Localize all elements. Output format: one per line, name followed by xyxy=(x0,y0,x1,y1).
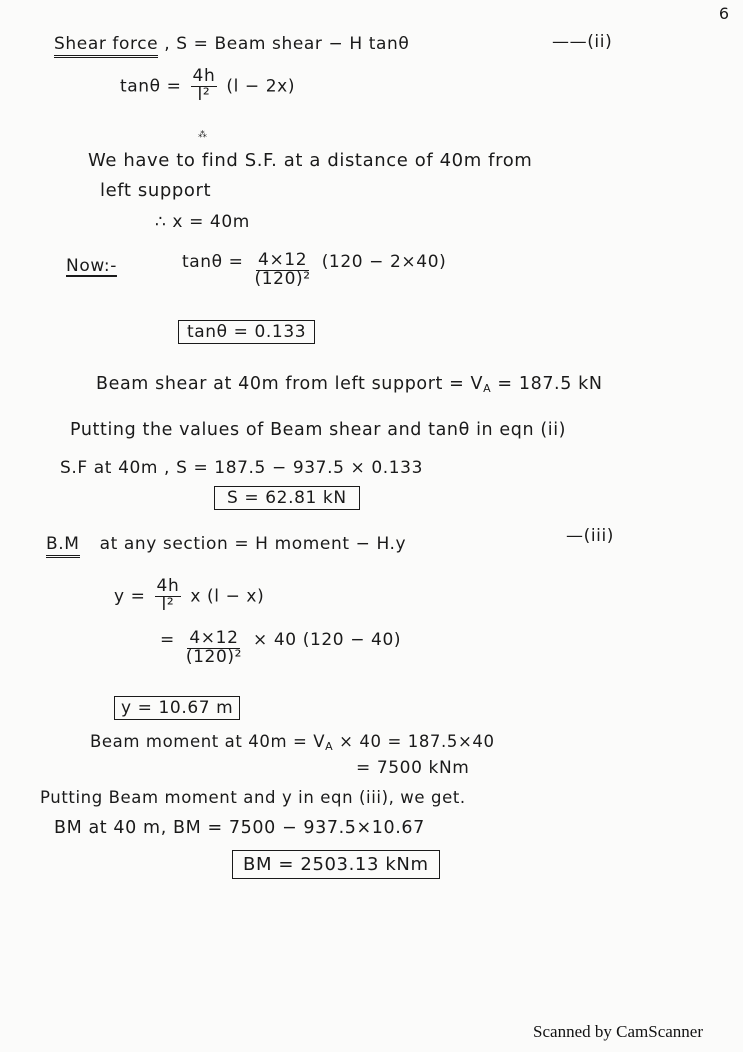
scribble-mark: ⁂ xyxy=(198,130,207,140)
bm-result xyxy=(232,850,440,879)
denominator: (120)² xyxy=(185,646,243,667)
now-lhs: tanθ = xyxy=(182,252,244,272)
boxed-result: S = 62.81 kN xyxy=(214,486,360,510)
y2-rhs: × 40 (120 − 40) xyxy=(253,630,402,650)
boxed-result: BM = 2503.13 kNm xyxy=(232,850,440,879)
denominator: (120)² xyxy=(254,268,311,289)
now-label xyxy=(66,256,117,276)
subscript: A xyxy=(325,740,334,753)
boxed-result: y = 10.67 m xyxy=(114,696,240,720)
x-value: ∴ x = 40m xyxy=(155,212,250,232)
putting-beam-moment-statement: Putting Beam moment and y in eqn (iii), we get. xyxy=(40,788,466,807)
y-substitution xyxy=(160,630,401,667)
shear-force-equation xyxy=(54,34,409,54)
subscript: A xyxy=(483,382,492,395)
beam-moment-value: × 40 = 187.5×40 xyxy=(333,732,495,751)
denominator: l² xyxy=(161,594,175,615)
numerator: 4h xyxy=(192,66,216,86)
fraction xyxy=(253,252,313,289)
tan-theta-formula xyxy=(120,68,295,105)
denominator: l² xyxy=(197,84,211,105)
y-result xyxy=(114,696,240,720)
numerator: 4×12 xyxy=(189,628,239,648)
beam-shear-text: Beam shear at 40m from left support = V xyxy=(96,374,484,394)
fraction xyxy=(191,68,218,105)
fraction xyxy=(155,578,182,615)
beam-shear-statement xyxy=(96,374,603,395)
sf-calculation: S.F at 40m , S = 187.5 − 937.5 × 0.133 xyxy=(60,458,424,478)
y2-lhs: = xyxy=(160,630,175,650)
shear-force-formula: , S = Beam shear − H tanθ xyxy=(164,34,410,54)
find-statement-line2: left support xyxy=(100,180,212,201)
page-number: 6 xyxy=(718,4,729,23)
find-statement-line1: We have to find S.F. at a distance of 40m from xyxy=(88,150,533,171)
sf-result xyxy=(214,486,360,510)
shear-force-heading: Shear force xyxy=(54,34,158,58)
now-rhs: (120 − 2×40) xyxy=(321,252,447,272)
tan-lhs: tanθ = xyxy=(120,76,182,97)
beam-moment-statement xyxy=(90,732,495,753)
bm-formula: at any section = H moment − H.y xyxy=(99,534,407,554)
equation-tag-ii: ——(ii) xyxy=(552,32,613,52)
fraction xyxy=(184,630,244,667)
numerator: 4×12 xyxy=(258,250,308,270)
equation-tag-iii: —(iii) xyxy=(566,526,615,546)
beam-moment-text: Beam moment at 40m = V xyxy=(90,732,326,751)
bm-calculation: BM at 40 m, BM = 7500 − 937.5×10.67 xyxy=(54,818,425,838)
numerator: 4h xyxy=(156,576,180,596)
camscanner-watermark: Scanned by CamScanner xyxy=(533,1022,703,1041)
tan-substitution xyxy=(182,252,446,289)
boxed-result: tanθ = 0.133 xyxy=(178,320,315,344)
now-heading: Now:- xyxy=(66,256,117,276)
putting-values-statement: Putting the values of Beam shear and tanθ in eqn (ii) xyxy=(70,420,567,440)
tan-rhs: (l − 2x) xyxy=(226,76,296,97)
bm-equation xyxy=(46,534,406,554)
beam-shear-value: = 187.5 kN xyxy=(491,374,603,394)
bm-heading: B.M xyxy=(46,534,80,558)
beam-moment-result: = 7500 kNm xyxy=(356,758,470,778)
y-formula xyxy=(114,578,264,615)
tan-theta-result xyxy=(178,320,315,344)
y-lhs: y = xyxy=(114,586,146,607)
y-rhs: x (l − x) xyxy=(190,586,265,607)
